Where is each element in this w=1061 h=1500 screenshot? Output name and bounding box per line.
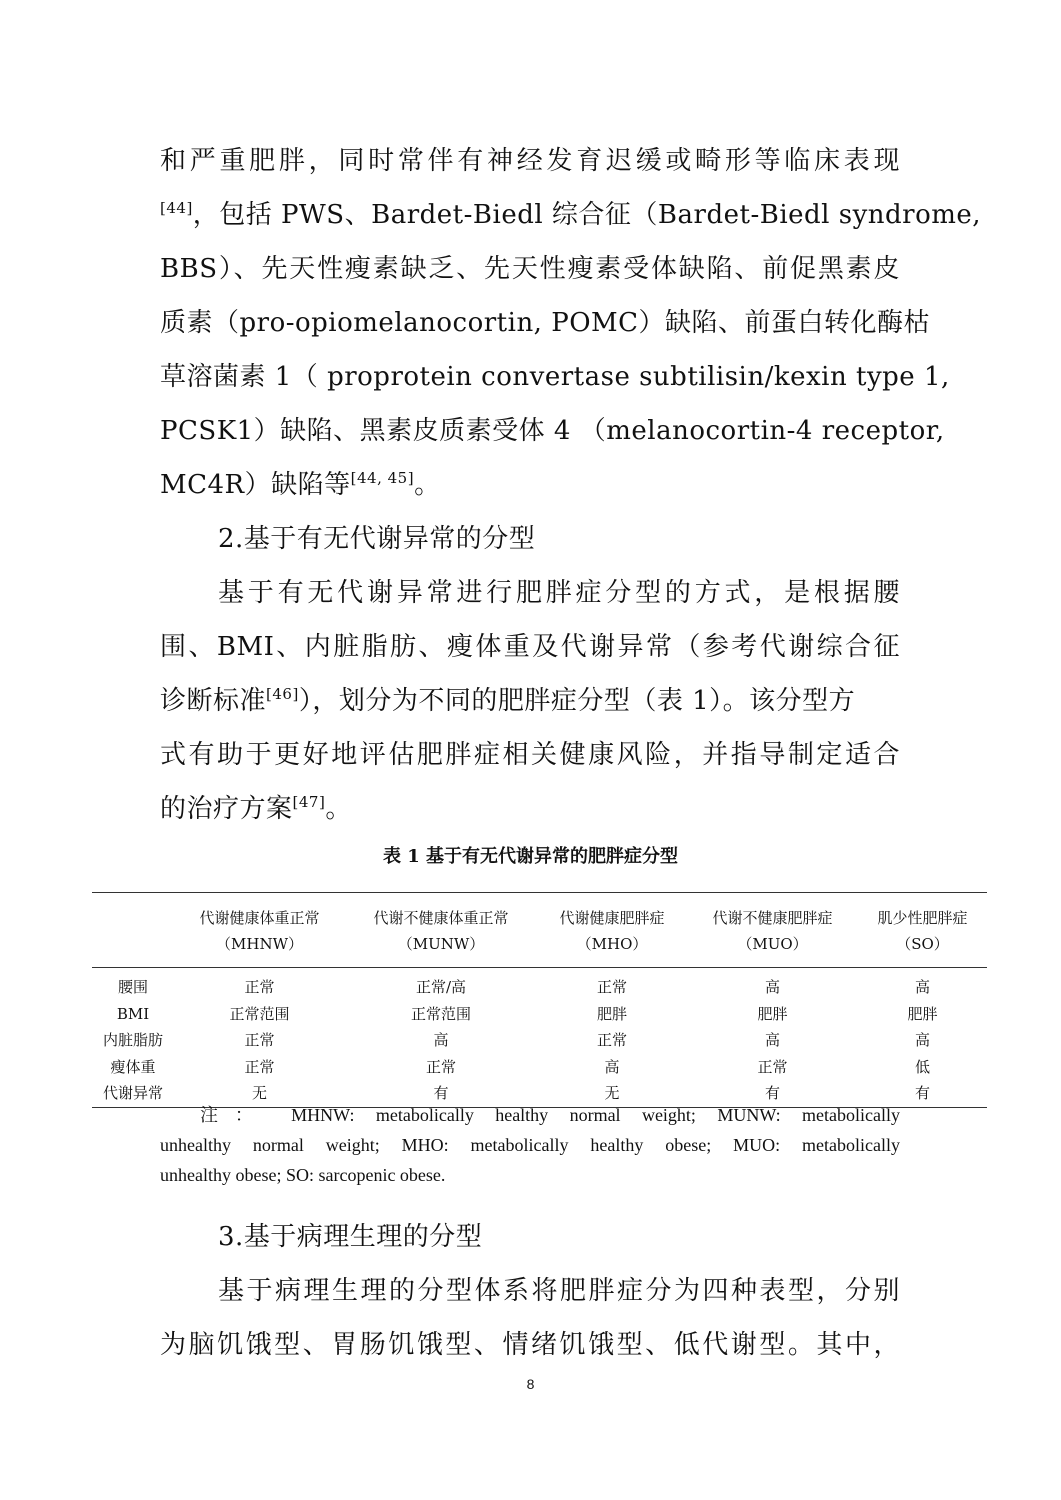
table-cell: 正常 bbox=[757, 1057, 788, 1076]
table-header-cell: 肌少性肥胖症 （SO） bbox=[858, 893, 987, 968]
table-header-cell: 代谢不健康肥胖症 （MUO） bbox=[687, 893, 858, 968]
paragraph-line: PCSK1）缺陷、黑素皮质素受体 4 （melanocortin-4 receptor, bbox=[160, 416, 945, 446]
paragraph-line: 基于有无代谢异常进行肥胖症分型的方式，是根据腰 bbox=[218, 578, 900, 608]
table-cell: 高 bbox=[765, 978, 781, 996]
table-cell: 高 bbox=[915, 978, 931, 996]
citation[interactable]: [47] bbox=[292, 793, 326, 811]
paragraph-line: 围、BMI、内脏脂肪、瘦体重及代谢异常（参考代谢综合征 bbox=[160, 632, 900, 662]
table-caption: 表 1 基于有无代谢异常的肥胖症分型 bbox=[382, 846, 679, 867]
table-row bbox=[92, 1054, 987, 1081]
row-label: BMI bbox=[116, 1004, 150, 1023]
obesity-classification-table bbox=[92, 892, 987, 1108]
table-row bbox=[92, 1027, 987, 1054]
paragraph-text: 。 bbox=[325, 794, 352, 824]
paragraph-text: 的治疗方案 bbox=[160, 794, 293, 824]
note-line: unhealthy obese; SO: sarcopenic obese. bbox=[160, 1165, 446, 1185]
paragraph-text: MC4R）缺陷等 bbox=[160, 470, 351, 500]
paragraph-line: 和严重肥胖，同时常伴有神经发育迟缓或畸形等临床表现 bbox=[160, 146, 900, 176]
table-note bbox=[160, 1100, 900, 1190]
paragraph-text: 诊断标准 bbox=[160, 686, 267, 716]
table-cell: 无 bbox=[537, 1080, 687, 1107]
table-cell: 正常范围 bbox=[411, 1004, 472, 1023]
citation[interactable]: [46] bbox=[266, 685, 299, 703]
table-cell: 肥胖 bbox=[757, 1004, 788, 1023]
row-label: 腰围 bbox=[117, 978, 148, 996]
paragraph-text: ），划分为不同的肥胖症分型（表 1）。该分型方 bbox=[298, 686, 856, 716]
table-cell: 低 bbox=[915, 1057, 931, 1076]
table-header-cell bbox=[92, 893, 174, 968]
paragraph-line bbox=[160, 458, 900, 512]
citation[interactable]: [44, 45] bbox=[350, 469, 415, 487]
table-cell: 正常/高 bbox=[415, 978, 467, 996]
paragraph-text: 。 bbox=[414, 470, 441, 500]
section-heading: 2.基于有无代谢异常的分型 bbox=[218, 524, 536, 554]
row-label: 代谢异常 bbox=[92, 1080, 174, 1107]
page-number: 8 bbox=[526, 1376, 535, 1392]
table-cell: 无 bbox=[174, 1080, 345, 1107]
row-label: 瘦体重 bbox=[110, 1057, 156, 1076]
table-row bbox=[92, 968, 987, 1001]
table-cell: 正常 bbox=[244, 1031, 275, 1049]
table-cell: 正常 bbox=[597, 1031, 628, 1049]
table-cell: 正常 bbox=[244, 978, 275, 996]
table-cell: 高 bbox=[604, 1057, 620, 1076]
paragraph-line: 为脑饥饿型、胃肠饥饿型、情绪饥饿型、低代谢型。其中， bbox=[160, 1330, 900, 1360]
paragraph-line bbox=[160, 674, 900, 728]
table-cell: 高 bbox=[433, 1031, 449, 1049]
table-cell: 高 bbox=[915, 1031, 931, 1049]
paragraph-line: 质素（pro-opiomelanocortin, POMC）缺陷、前蛋白转化酶枯 bbox=[160, 308, 931, 338]
note-line: unhealthy normal weight; MHO: metabolically healthy obese; MUO: metabolically bbox=[160, 1135, 900, 1155]
table-cell: 有 bbox=[687, 1080, 858, 1107]
table-cell: 有 bbox=[345, 1080, 537, 1107]
paragraph-line bbox=[160, 188, 982, 242]
paragraph-line: BBS）、先天性瘦素缺乏、先天性瘦素受体缺陷、前促黑素皮 bbox=[160, 254, 900, 284]
note-line: 注： MHNW: metabolically healthy normal weight; MUNW: metabolically bbox=[200, 1105, 900, 1125]
section-heading: 3.基于病理生理的分型 bbox=[218, 1222, 483, 1252]
paragraph-line: 式有助于更好地评估肥胖症相关健康风险，并指导制定适合 bbox=[160, 740, 900, 770]
table-cell: 正常范围 bbox=[229, 1004, 290, 1023]
table-cell: 高 bbox=[765, 1031, 781, 1049]
table-header-cell: 代谢健康肥胖症 （MHO） bbox=[537, 893, 687, 968]
table-cell: 肥胖 bbox=[907, 1004, 938, 1023]
row-label: 内脏脂肪 bbox=[102, 1031, 163, 1049]
table-cell: 正常 bbox=[244, 1057, 275, 1076]
citation[interactable]: [44] bbox=[160, 199, 193, 217]
paragraph-line: 基于病理生理的分型体系将肥胖症分为四种表型，分别 bbox=[218, 1276, 900, 1306]
table-header-cell: 代谢不健康体重正常 （MUNW） bbox=[345, 893, 537, 968]
table-row bbox=[92, 1001, 987, 1028]
paragraph-line bbox=[160, 782, 900, 836]
table-cell: 肥胖 bbox=[597, 1004, 628, 1023]
table-cell: 有 bbox=[858, 1080, 987, 1107]
table-cell: 正常 bbox=[597, 978, 628, 996]
table-cell: 正常 bbox=[426, 1057, 457, 1076]
table-header-row bbox=[92, 893, 987, 968]
table-header-cell: 代谢健康体重正常 （MHNW） bbox=[174, 893, 345, 968]
paragraph-text: ，包括 PWS、Bardet-Biedl 综合征（Bardet-Biedl syndrome, bbox=[192, 200, 982, 230]
paragraph-line: 草溶菌素 1（ proprotein convertase subtilisin/kexin type 1, bbox=[160, 362, 950, 392]
